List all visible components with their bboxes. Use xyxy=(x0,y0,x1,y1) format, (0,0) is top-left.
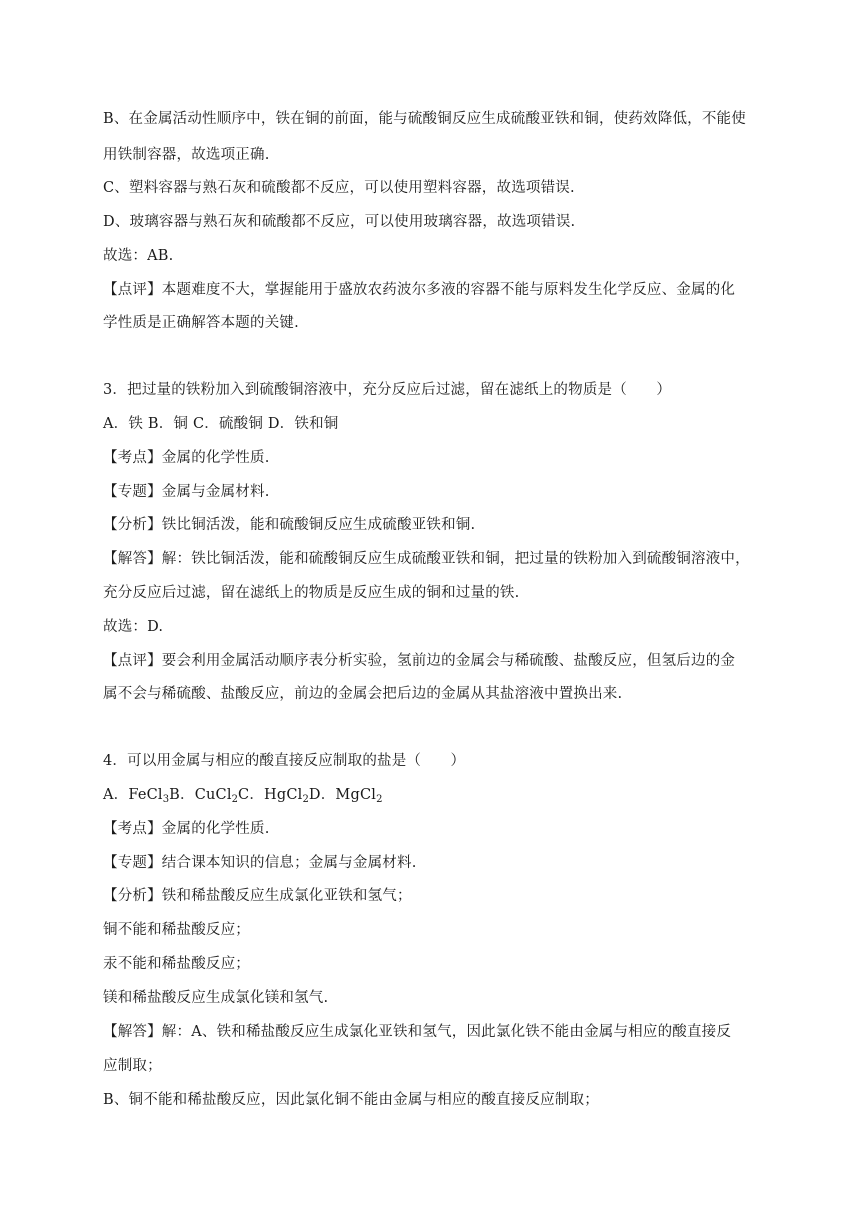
analysis-line: 【分析】铁比铜活泼，能和硫酸铜反应生成硫酸亚铁和铜. xyxy=(103,517,476,533)
text-line: D、玻璃容器与熟石灰和硫酸都不反应，可以使用玻璃容器，故选项错误. xyxy=(103,214,576,230)
option-b-formula: CuCl xyxy=(194,787,232,803)
analysis-line: 汞不能和稀盐酸反应； xyxy=(103,956,250,972)
option-d-label: D． xyxy=(308,787,336,803)
question-4-options xyxy=(103,785,763,810)
option-a-label: A． xyxy=(103,787,129,803)
comment-line: 【点评】本题难度不大，掌握能用于盛放农药波尔多液的容器不能与原料发生化学反应、金属的化 xyxy=(103,282,736,298)
analysis-line: 镁和稀盐酸反应生成氯化镁和氢气. xyxy=(103,990,329,1006)
option-c-formula: HgCl xyxy=(264,787,303,803)
question-4-stem: 4．可以用金属与相应的酸直接反应制取的盐是（ ） xyxy=(103,753,466,769)
topic-line: 【专题】结合课本知识的信息；金属与金属材料. xyxy=(103,855,417,871)
answer-line: 应制取； xyxy=(103,1058,162,1074)
option-a-subscript: 3 xyxy=(162,794,170,805)
key-point-line: 【考点】金属的化学性质. xyxy=(103,450,270,466)
option-d-subscript: 2 xyxy=(376,794,383,805)
comment-line: 学性质是正确解答本题的关键. xyxy=(103,315,299,331)
text-line: 故选：AB. xyxy=(103,248,174,264)
option-c-subscript: 2 xyxy=(302,794,309,805)
text-line: B、在金属活动性顺序中，铁在铜的前面，能与硫酸铜反应生成硫酸亚铁和铜，使药效降低，不能使 xyxy=(103,111,746,127)
option-c-label: C． xyxy=(238,787,265,803)
option-a-formula: FeCl xyxy=(128,787,163,803)
analysis-line: 铜不能和稀盐酸反应； xyxy=(103,922,250,938)
answer-line: 充分反应后过滤，留在滤纸上的物质是反应生成的铜和过量的铁. xyxy=(103,585,520,601)
option-b-subscript: 2 xyxy=(231,794,239,805)
text-line: C、塑料容器与熟石灰和硫酸都不反应，可以使用塑料容器，故选项错误. xyxy=(103,180,575,196)
key-point-line: 【考点】金属的化学性质. xyxy=(103,821,270,837)
answer-line: 【解答】解：铁比铜活泼，能和硫酸铜反应生成硫酸亚铁和铜，把过量的铁粉加入到硫酸铜溶液中， xyxy=(103,551,750,567)
choice-line: 故选：D. xyxy=(103,619,164,635)
question-3-stem: 3．把过量的铁粉加入到硫酸铜溶液中，充分反应后过滤，留在滤纸上的物质是（ ） xyxy=(103,382,672,398)
answer-line: 【解答】解：A、铁和稀盐酸反应生成氯化亚铁和氢气，因此氯化铁不能由金属与相应的酸直接反 xyxy=(103,1024,732,1040)
option-b-label: B． xyxy=(169,787,195,803)
comment-line: 【点评】要会利用金属活动顺序表分析实验，氢前边的金属会与稀硫酸、盐酸反应，但氢后边的金 xyxy=(103,653,736,669)
text-line: 用铁制容器，故选项正确. xyxy=(103,147,270,163)
option-d-formula: MgCl xyxy=(335,787,377,803)
answer-line: B、铜不能和稀盐酸反应，因此氯化铜不能由金属与相应的酸直接反应制取； xyxy=(103,1092,599,1108)
analysis-line: 【分析】铁和稀盐酸反应生成氯化亚铁和氢气； xyxy=(103,888,412,904)
question-3-options: A．铁 B．铜 C．硫酸铜 D．铁和铜 xyxy=(103,416,339,432)
topic-line: 【专题】金属与金属材料. xyxy=(103,484,270,500)
comment-line: 属不会与稀硫酸、盐酸反应，前边的金属会把后边的金属从其盐溶液中置换出来. xyxy=(103,686,623,702)
